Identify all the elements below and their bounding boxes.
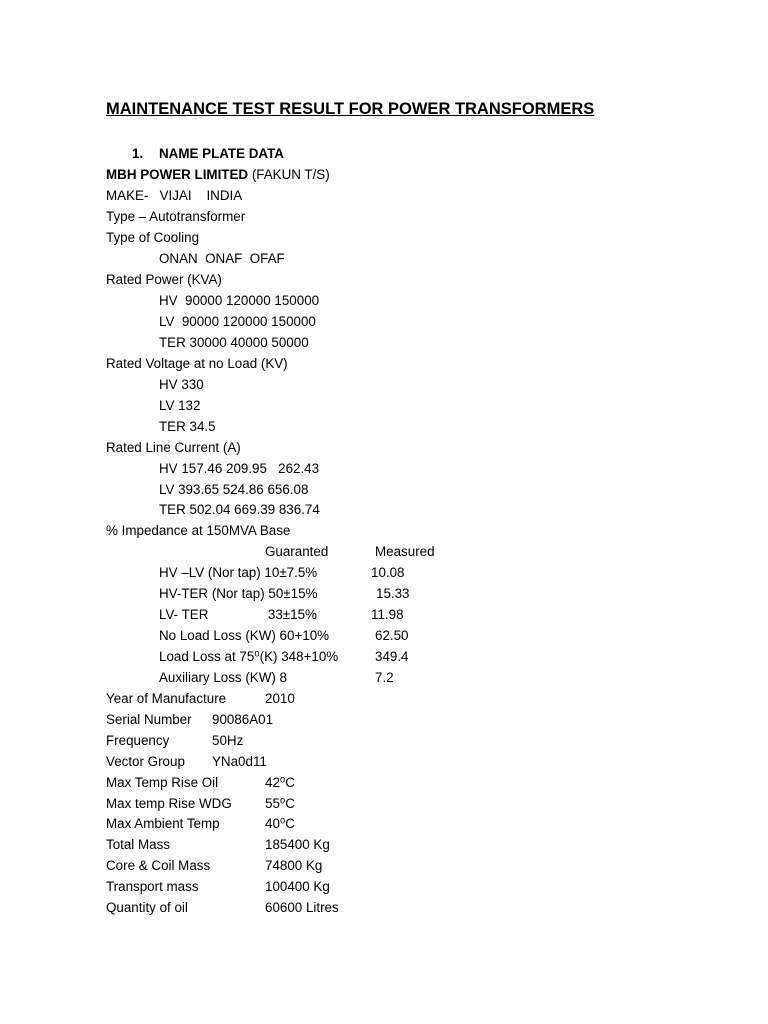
- rated-power-hv: HV 90000 120000 150000: [159, 293, 320, 308]
- spec-label: Max Temp Rise Oil: [106, 775, 219, 790]
- owner-station: (FAKUN T/S): [248, 167, 330, 182]
- cooling-value: ONAN ONAF OFAF: [159, 251, 285, 266]
- impedance-row-desc: No Load Loss (KW) 60+10%: [159, 628, 330, 643]
- rated-voltage-ter: TER 34.5: [159, 419, 216, 434]
- spec-label: Total Mass: [106, 837, 170, 852]
- rated-current-ter: TER 502.04 669.39 836.74: [159, 502, 320, 517]
- rated-current-lv: LV 393.65 524.86 656.08: [159, 482, 309, 497]
- impedance-row-measured: 11.98: [371, 607, 404, 622]
- owner-line: [106, 167, 330, 183]
- spec-value: 55⁰C: [265, 796, 295, 811]
- impedance-col-guaranteed: Guaranted: [265, 544, 329, 559]
- owner-name: MBH POWER LIMITED: [106, 167, 249, 182]
- spec-label: Serial Number: [106, 712, 192, 727]
- rated-voltage-hv: HV 330: [159, 377, 204, 392]
- type-line: Type – Autotransformer: [106, 209, 246, 224]
- make-line: MAKE- VIJAI INDIA: [106, 188, 243, 203]
- impedance-col-measured: Measured: [375, 544, 435, 559]
- impedance-row-measured: 15.33: [376, 586, 410, 601]
- impedance-label: % Impedance at 150MVA Base: [106, 523, 291, 538]
- spec-value: 90086A01: [212, 712, 274, 727]
- spec-label: Max temp Rise WDG: [106, 796, 232, 811]
- spec-value: 50Hz: [212, 733, 244, 748]
- spec-label: Transport mass: [106, 879, 199, 894]
- spec-value: 100400 Kg: [265, 879, 330, 894]
- rated-voltage-label: Rated Voltage at no Load (KV): [106, 356, 288, 371]
- impedance-row-measured: 7.2: [375, 670, 394, 685]
- spec-label: Core & Coil Mass: [106, 858, 211, 873]
- impedance-row-desc: Load Loss at 75⁰(K) 348+10%: [159, 649, 339, 664]
- rated-current-hv: HV 157.46 209.95 262.43: [159, 461, 320, 476]
- spec-label: Max Ambient Temp: [106, 816, 220, 831]
- spec-value: YNa0d11: [212, 754, 267, 769]
- impedance-row-measured: 349.4: [375, 649, 409, 664]
- rated-current-label: Rated Line Current (A): [106, 440, 241, 455]
- spec-value: 60600 Litres: [265, 900, 339, 915]
- rated-power-ter: TER 30000 40000 50000: [159, 335, 309, 350]
- rated-power-label: Rated Power (KVA): [106, 272, 222, 287]
- spec-value: 2010: [265, 691, 295, 706]
- document-title: MAINTENANCE TEST RESULT FOR POWER TRANSFORMERS: [106, 100, 595, 118]
- spec-label: Year of Manufacture: [106, 691, 227, 706]
- impedance-row-measured: 10.08: [371, 565, 405, 580]
- spec-value: 42⁰C: [265, 775, 295, 790]
- impedance-row-measured: 62.50: [375, 628, 409, 643]
- spec-label: Quantity of oil: [106, 900, 188, 915]
- impedance-row-desc: Auxiliary Loss (KW) 8: [159, 670, 287, 685]
- impedance-row-desc: HV-TER (Nor tap) 50±15%: [159, 586, 318, 601]
- spec-label: Vector Group: [106, 754, 185, 769]
- spec-value: 40⁰C: [265, 816, 295, 831]
- section-number: 1.: [132, 146, 144, 161]
- rated-power-lv: LV 90000 120000 150000: [159, 314, 316, 329]
- impedance-row-desc: LV- TER 33±15%: [159, 607, 317, 622]
- cooling-label: Type of Cooling: [106, 230, 200, 245]
- impedance-row-desc: HV –LV (Nor tap) 10±7.5%: [159, 565, 318, 580]
- rated-voltage-lv: LV 132: [159, 398, 201, 413]
- spec-label: Frequency: [106, 733, 170, 748]
- spec-value: 185400 Kg: [265, 837, 330, 852]
- spec-value: 74800 Kg: [265, 858, 323, 873]
- section-heading: NAME PLATE DATA: [159, 146, 284, 161]
